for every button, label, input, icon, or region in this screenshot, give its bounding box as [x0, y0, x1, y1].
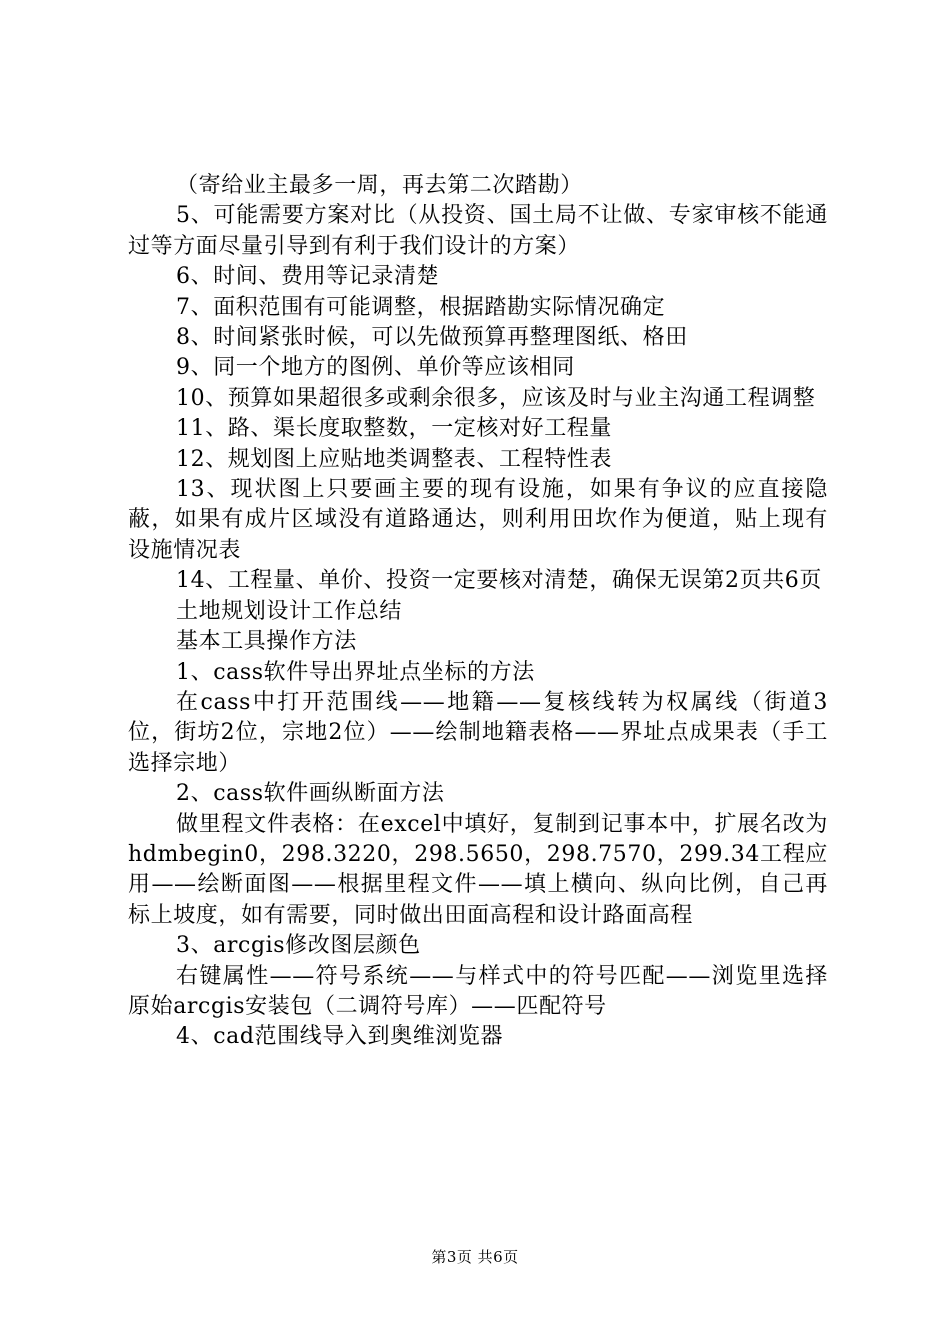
- paragraph-5: 8、时间紧张时候，可以先做预算再整理图纸、格田: [176, 325, 688, 351]
- document-body: [128, 171, 828, 1053]
- paragraph-10: 13、现状图上只要画主要的现有设施，如果有争议的应直接隐蔽，如果有成片区域没有道路通达，则利用田坎作为便道，贴上现有设施情况表: [128, 477, 828, 563]
- paragraph-11: 14、工程量、单价、投资一定要核对清楚，确保无误第2页共6页: [176, 568, 822, 594]
- paragraph-2: 5、可能需要方案对比（从投资、国土局不让做、专家审核不能通过等方面尽量引导到有利于我们设计的方案）: [128, 203, 828, 259]
- paragraph-6: 9、同一个地方的图例、单价等应该相同: [176, 355, 575, 381]
- paragraph-4: 7、面积范围有可能调整，根据踏勘实际情况确定: [176, 294, 666, 320]
- paragraph-17: 做里程文件表格：在excel中填好，复制到记事本中，扩展名改为: [176, 811, 828, 837]
- page-footer: [0, 1247, 950, 1267]
- paragraph-13: 基本工具操作方法: [176, 629, 357, 655]
- paragraph-14: 1、cass软件导出界址点坐标的方法: [176, 659, 535, 685]
- paragraph-9: 12、规划图上应贴地类调整表、工程特性表: [176, 446, 612, 472]
- page-number-label: 第3页 共6页: [431, 1248, 519, 1266]
- paragraph-15: 在cass中打开范围线——地籍——复核线转为权属线（街道3位，街坊2位，宗地2位）——绘制地籍表格——界址点成果表（手工选择宗地）: [128, 689, 828, 776]
- paragraph-1: （寄给业主最多一周，再去第二次踏勘）: [176, 173, 583, 198]
- paragraph-3: 6、时间、费用等记录清楚: [176, 264, 440, 290]
- paragraph-12: 土地规划设计工作总结: [176, 598, 403, 624]
- paragraph-16: 2、cass软件画纵断面方法: [176, 781, 445, 807]
- paragraph-20: 右键属性——符号系统——与样式中的符号匹配——浏览里选择原始arcgis安装包（二调符号库）——匹配符号: [128, 963, 828, 1019]
- paragraph-18: hdmbegin0，298.3220，298.5650，298.7570，299.34工程应用——绘断面图——根据里程文件——填上横向、纵向比例，自己再标上坡度，如有需要，同时做出田面高程和设计路面高程: [128, 841, 828, 928]
- paragraph-8: 11、路、渠长度取整数，一定核对好工程量: [176, 416, 612, 442]
- paragraph-19: 3、arcgis修改图层颜色: [176, 933, 421, 959]
- paragraph-21: 4、cad范围线导入到奥维浏览器: [176, 1024, 504, 1050]
- paragraph-7: 10、预算如果超很多或剩余很多，应该及时与业主沟通工程调整: [176, 385, 816, 411]
